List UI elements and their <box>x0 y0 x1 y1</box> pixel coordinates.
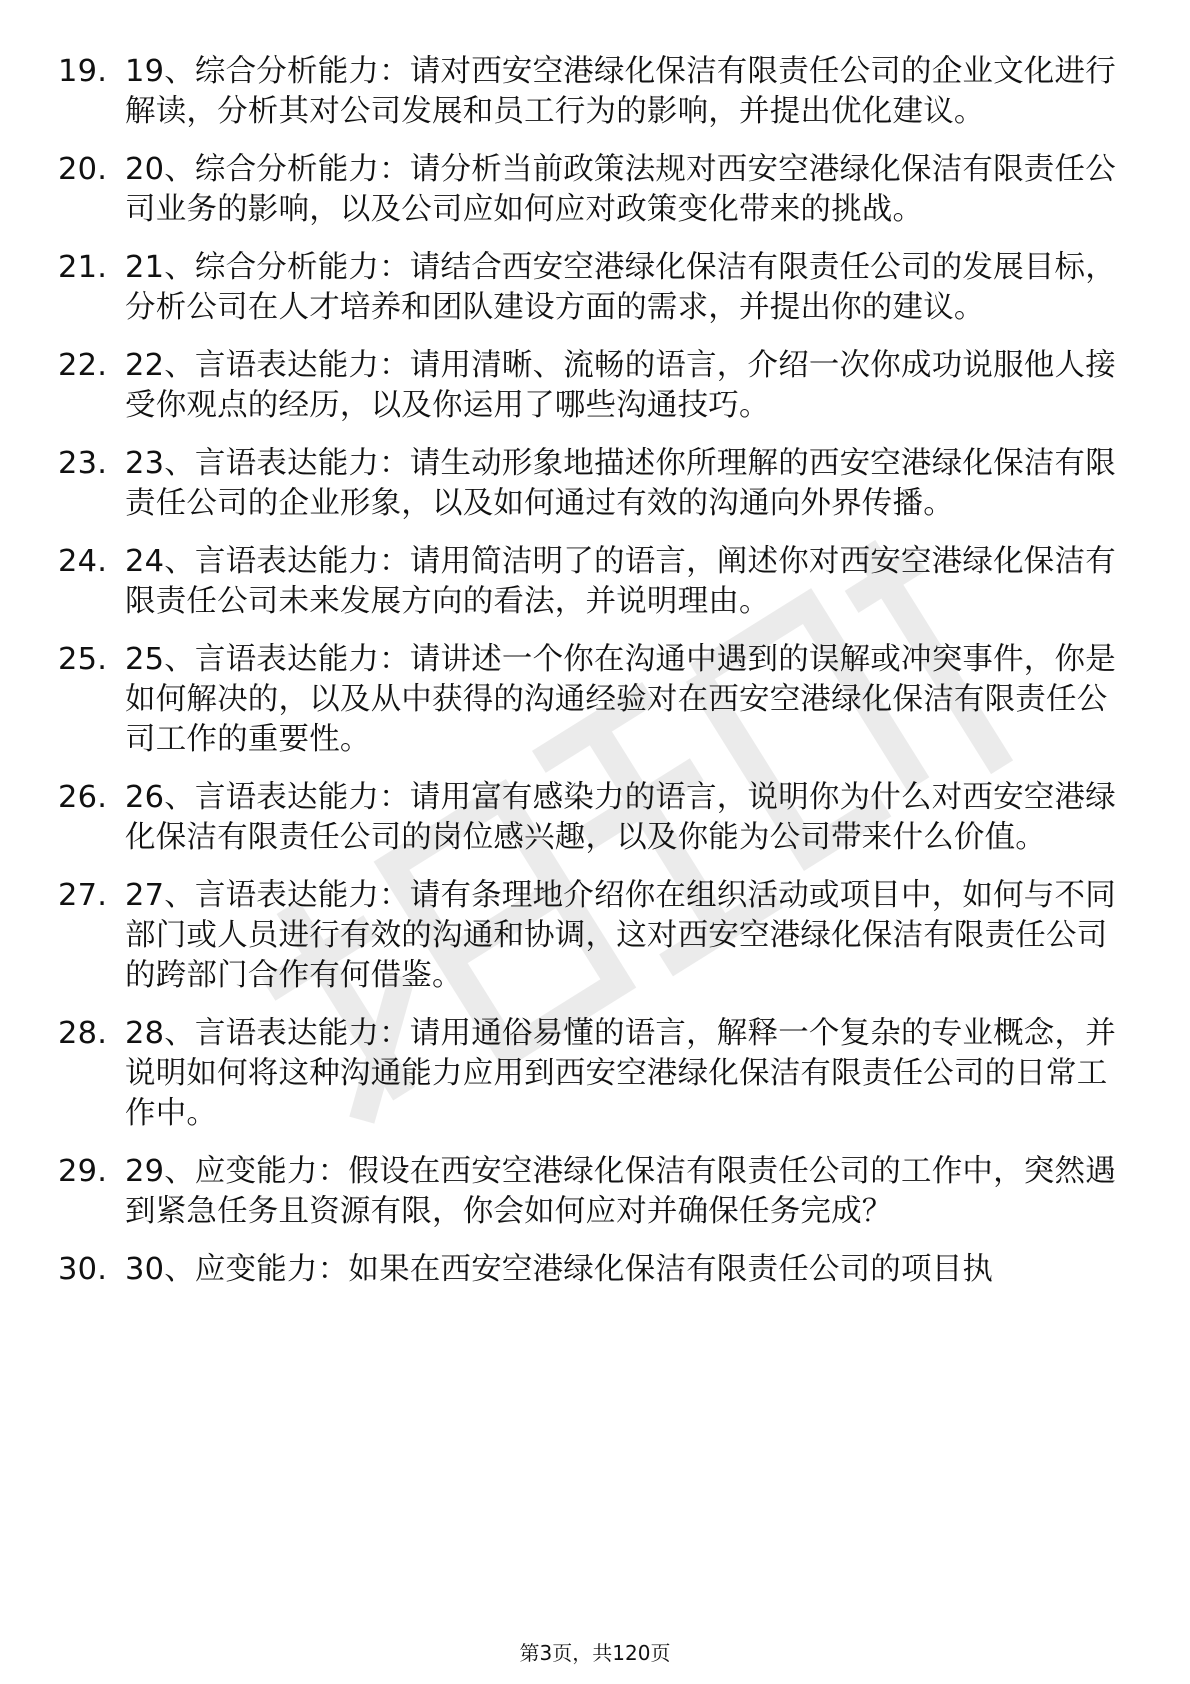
question-number: 27. <box>58 878 108 913</box>
question-item <box>58 52 1118 132</box>
question-text: 30、应变能力：如果在西安空港绿化保洁有限责任公司的项目执 <box>125 1252 994 1287</box>
question-item <box>58 542 1118 622</box>
question-text: 29、应变能力：假设在西安空港绿化保洁有限责任公司的工作中，突然遇到紧急任务且资源有限，你会如何应对并确保任务完成？ <box>125 1154 1116 1229</box>
question-item <box>58 1152 1118 1232</box>
question-number: 26. <box>58 780 108 815</box>
question-number: 21. <box>58 250 108 285</box>
question-number: 23. <box>58 446 108 481</box>
question-item <box>58 150 1118 230</box>
question-number: 24. <box>58 544 108 579</box>
question-number: 29. <box>58 1154 108 1189</box>
question-list <box>58 52 1118 1308</box>
question-item <box>58 876 1118 996</box>
question-text: 19、综合分析能力：请对西安空港绿化保洁有限责任公司的企业文化进行解读，分析其对公司发展和员工行为的影响，并提出优化建议。 <box>125 54 1116 129</box>
question-number: 20. <box>58 152 108 187</box>
question-item <box>58 1014 1118 1134</box>
question-text: 25、言语表达能力：请讲述一个你在沟通中遇到的误解或冲突事件，你是如何解决的，以及从中获得的沟通经验对在西安空港绿化保洁有限责任公司工作的重要性。 <box>125 642 1116 757</box>
question-text: 22、言语表达能力：请用清晰、流畅的语言，介绍一次你成功说服他人接受你观点的经历，以及你运用了哪些沟通技巧。 <box>125 348 1116 423</box>
question-item <box>58 778 1118 858</box>
question-number: 30. <box>58 1252 108 1287</box>
question-number: 19. <box>58 54 108 89</box>
page-footer <box>0 1640 1190 1666</box>
question-text: 23、言语表达能力：请生动形象地描述你所理解的西安空港绿化保洁有限责任公司的企业形象，以及如何通过有效的沟通向外界传播。 <box>125 446 1116 521</box>
question-item <box>58 444 1118 524</box>
question-text: 21、综合分析能力：请结合西安空港绿化保洁有限责任公司的发展目标，分析公司在人才培养和团队建设方面的需求，并提出你的建议。 <box>125 250 1116 325</box>
question-text: 26、言语表达能力：请用富有感染力的语言，说明你为什么对西安空港绿化保洁有限责任公司的岗位感兴趣，以及你能为公司带来什么价值。 <box>125 780 1116 855</box>
question-text: 27、言语表达能力：请有条理地介绍你在组织活动或项目中，如何与不同部门或人员进行有效的沟通和协调，这对西安空港绿化保洁有限责任公司的跨部门合作有何借鉴。 <box>125 878 1116 993</box>
question-item <box>58 640 1118 760</box>
question-item <box>58 248 1118 328</box>
question-text: 24、言语表达能力：请用简洁明了的语言，阐述你对西安空港绿化保洁有限责任公司未来发展方向的看法，并说明理由。 <box>125 544 1116 619</box>
question-number: 25. <box>58 642 108 677</box>
question-text: 20、综合分析能力：请分析当前政策法规对西安空港绿化保洁有限责任公司业务的影响，以及公司应如何应对政策变化带来的挑战。 <box>125 152 1116 227</box>
question-number: 22. <box>58 348 108 383</box>
question-text: 28、言语表达能力：请用通俗易懂的语言，解释一个复杂的专业概念，并说明如何将这种沟通能力应用到西安空港绿化保洁有限责任公司的日常工作中。 <box>125 1016 1116 1131</box>
page-number-label: 第3页，共120页 <box>519 1641 671 1665</box>
question-item <box>58 346 1118 426</box>
question-number: 28. <box>58 1016 108 1051</box>
question-item <box>58 1250 1118 1290</box>
